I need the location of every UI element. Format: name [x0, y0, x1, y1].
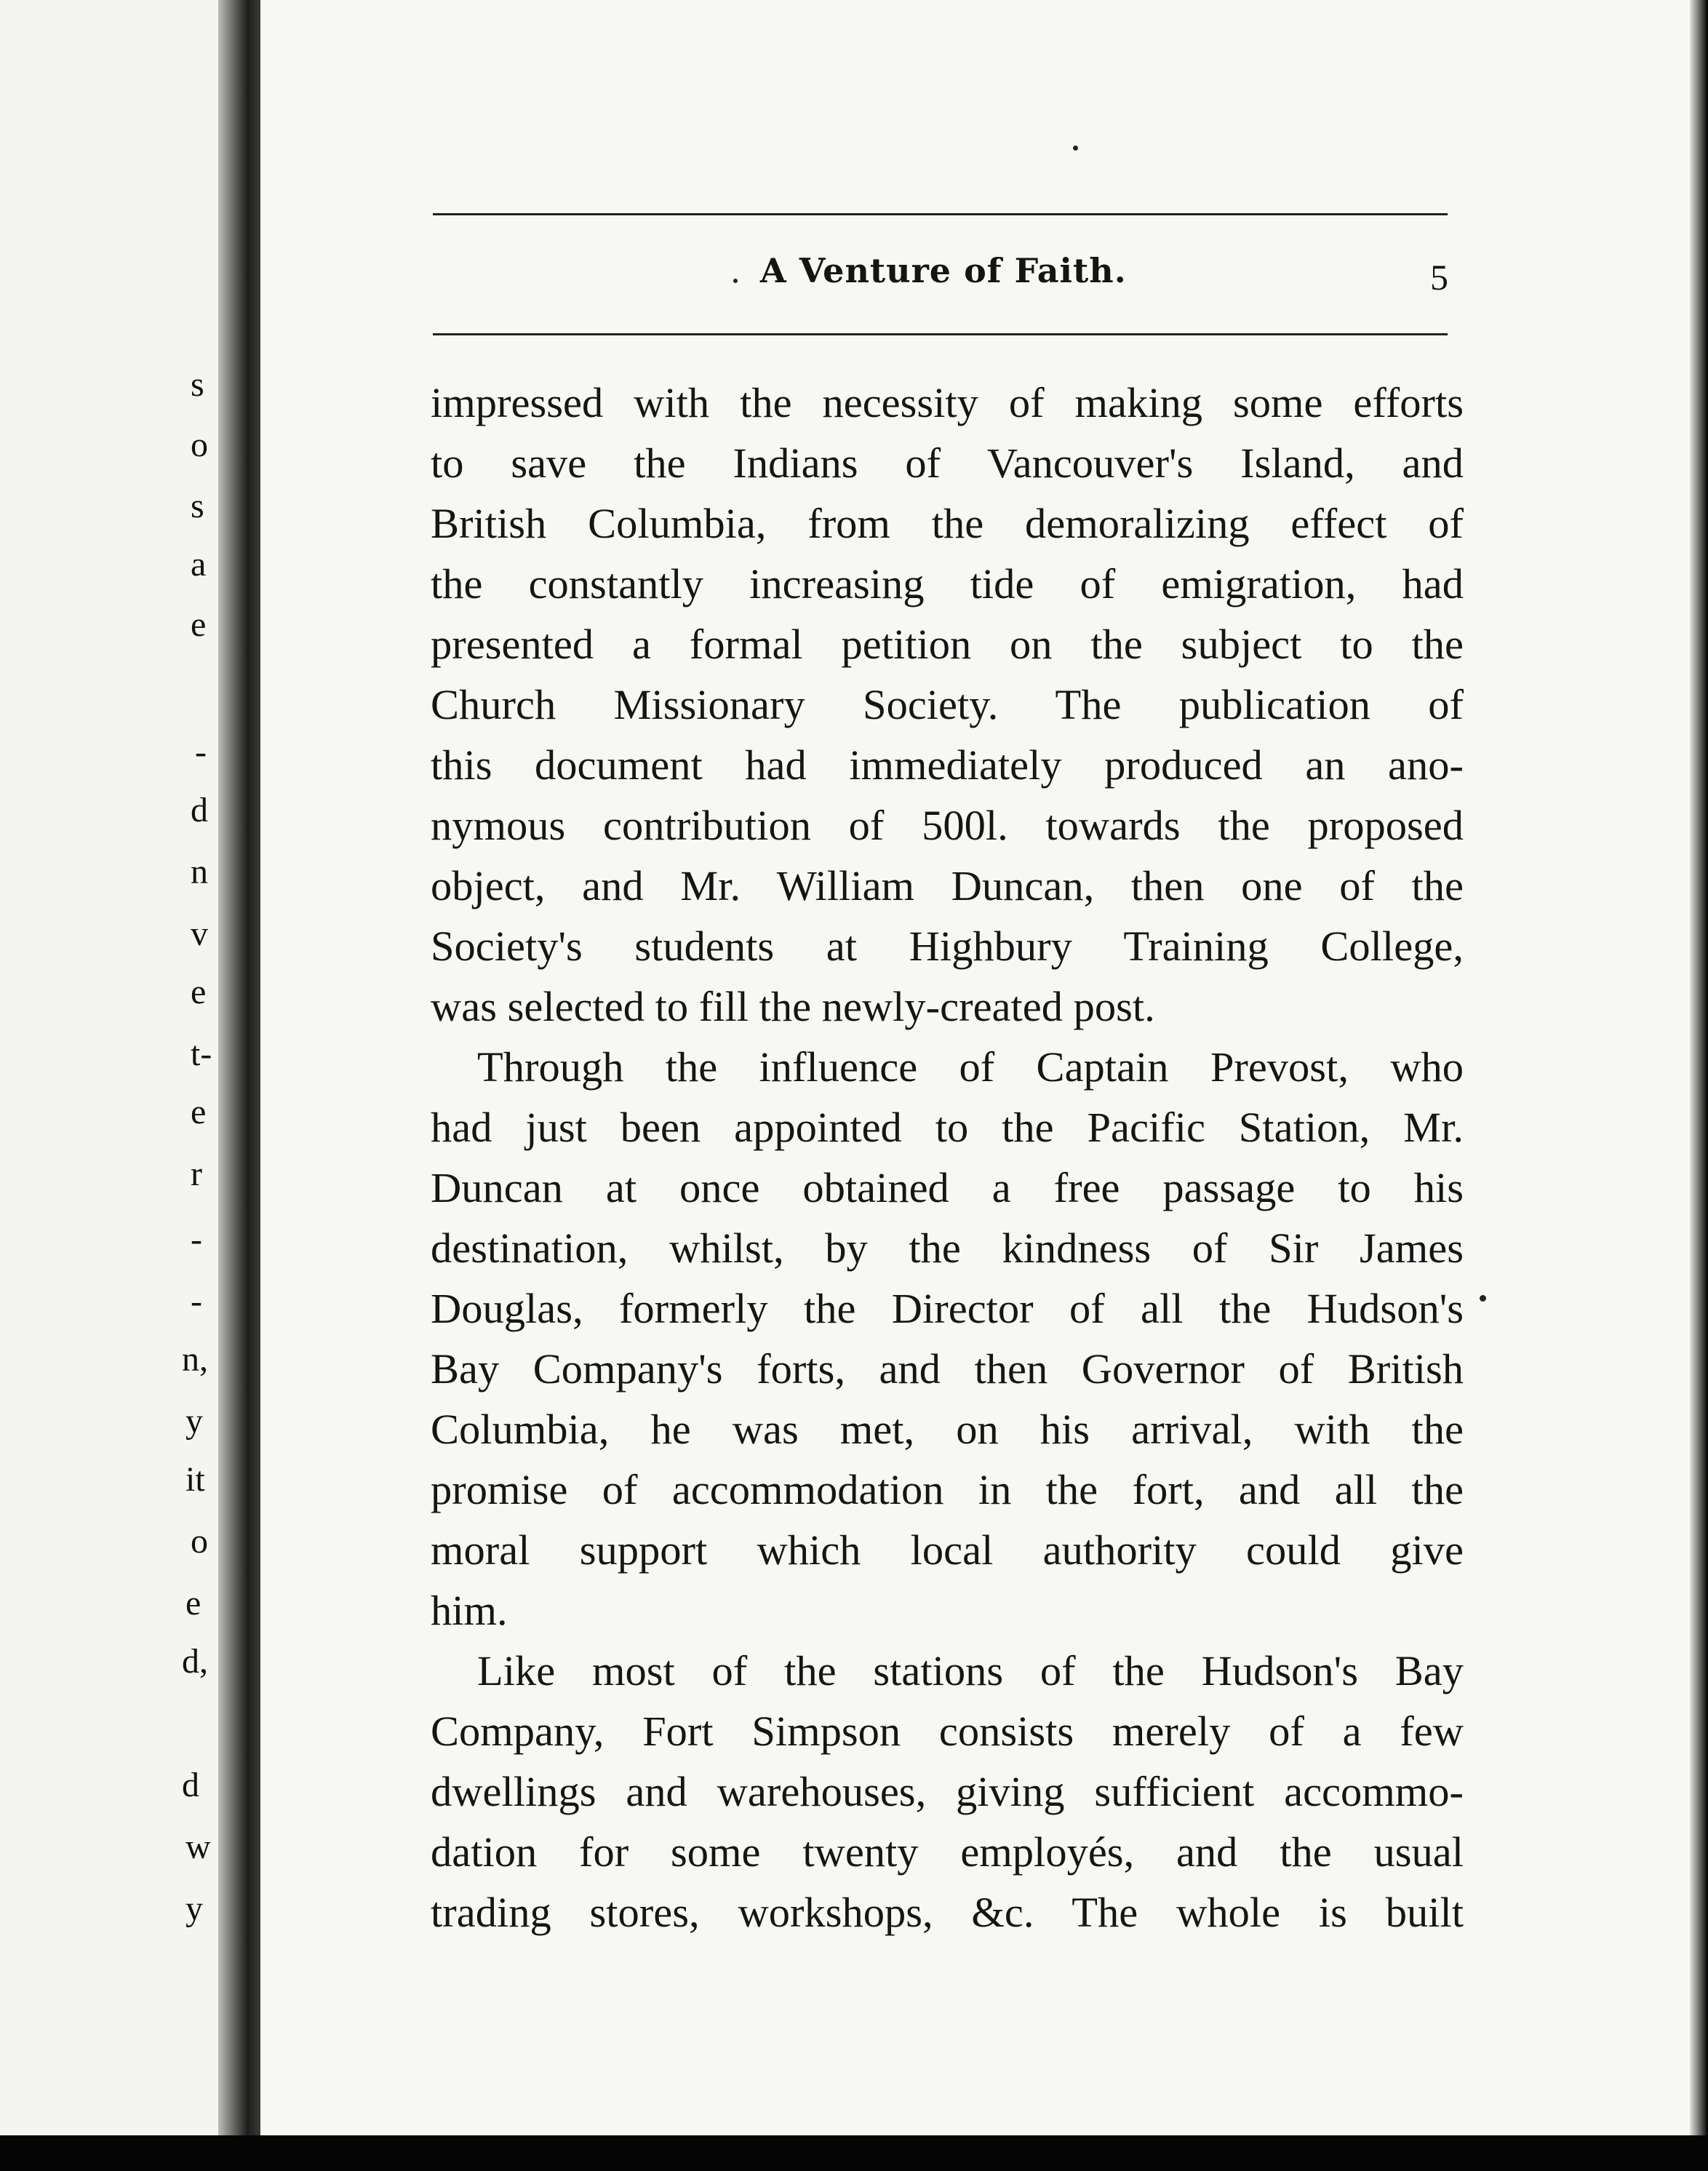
left-page-fragment: n: [191, 853, 208, 891]
left-page-fragment: it: [185, 1460, 205, 1499]
running-head: A Venture of Faith.: [760, 251, 1127, 290]
ink-speck: [733, 279, 738, 283]
scan-bottom-border: [0, 2135, 1708, 2171]
text-line: the constantly increasing tide of emigration, had: [431, 560, 1464, 608]
body-text: [431, 373, 1464, 1943]
ink-speck: [1480, 1295, 1486, 1302]
text-line: impressed with the necessity of making some efforts: [431, 379, 1464, 426]
text-line: Bay Company's forts, and then Governor of British: [431, 1345, 1464, 1393]
text-line: Duncan at once obtained a free passage to his: [431, 1164, 1464, 1211]
text-line: dation for some twenty employés, and the usual: [431, 1828, 1464, 1876]
left-page-fragment: d: [191, 791, 208, 829]
left-page-fragment: e: [191, 973, 207, 1011]
left-page-fragment: w: [185, 1828, 211, 1866]
text-line: was selected to fill the newly-created post.: [431, 983, 1155, 1030]
left-page-fragment: -: [191, 1220, 202, 1259]
text-line: destination, whilst, by the kindness of Sir James: [431, 1224, 1464, 1272]
left-page-fragment: a: [191, 545, 207, 583]
left-page-fragment: r: [191, 1155, 202, 1193]
page-right-edge: [1690, 0, 1708, 2171]
text-line: Like most of the stations of the Hudson's Bay: [477, 1647, 1464, 1694]
left-page-fragment: y: [185, 1402, 203, 1441]
left-page-fragment: d,: [182, 1642, 208, 1681]
text-line: him.: [431, 1587, 508, 1634]
text-line: British Columbia, from the demoralizing effect of: [431, 500, 1464, 547]
left-page-fragment: -: [191, 1282, 202, 1320]
left-page-edge: [0, 0, 218, 2171]
left-page-fragment: o: [191, 1522, 208, 1561]
text-line: Company, Fort Simpson consists merely of a few: [431, 1708, 1464, 1755]
left-page-fragment: o: [191, 426, 208, 464]
left-page-fragment: s: [191, 487, 204, 525]
left-page-fragment: e: [185, 1584, 201, 1622]
header-rule-bottom: [433, 333, 1448, 335]
left-page-fragment: v: [191, 915, 208, 953]
left-page-fragment: y: [185, 1889, 203, 1928]
text-line: promise of accommodation in the fort, and all the: [431, 1466, 1464, 1513]
left-page-fragment: n,: [182, 1340, 208, 1379]
text-line: trading stores, workshops, &c. The whole is built: [431, 1889, 1464, 1936]
book-gutter: [218, 0, 260, 2171]
text-line: presented a formal petition on the subject to the: [431, 621, 1464, 668]
left-page-fragment: e: [191, 1093, 207, 1131]
header-rule-top: [433, 213, 1448, 215]
text-line: Douglas, formerly the Director of all the Hudson's: [431, 1285, 1464, 1332]
left-page-fragment: e: [191, 605, 207, 644]
ink-speck: [1073, 146, 1078, 151]
left-page-fragment: t-: [191, 1035, 212, 1073]
text-line: had just been appointed to the Pacific Station, Mr.: [431, 1104, 1464, 1151]
text-line: object, and Mr. William Duncan, then one of the: [431, 862, 1464, 909]
left-page-fragment: d: [182, 1766, 199, 1804]
text-line: to save the Indians of Vancouver's Island, and: [431, 439, 1464, 487]
text-line: Church Missionary Society. The publication of: [431, 681, 1464, 728]
left-page-fragment: -: [195, 733, 207, 771]
text-line: Through the influence of Captain Prevost, who: [477, 1043, 1464, 1091]
text-line: nymous contribution of 500l. towards the proposed: [431, 802, 1464, 849]
left-page-fragment: s: [191, 365, 204, 404]
text-line: moral support which local authority could give: [431, 1526, 1464, 1574]
page-number: 5: [1430, 257, 1448, 298]
text-line: Columbia, he was met, on his arrival, with the: [431, 1406, 1464, 1453]
text-line: this document had immediately produced an ano-: [431, 741, 1464, 789]
text-line: dwellings and warehouses, giving sufficient accommo-: [431, 1768, 1464, 1815]
text-line: Society's students at Highbury Training College,: [431, 923, 1464, 970]
